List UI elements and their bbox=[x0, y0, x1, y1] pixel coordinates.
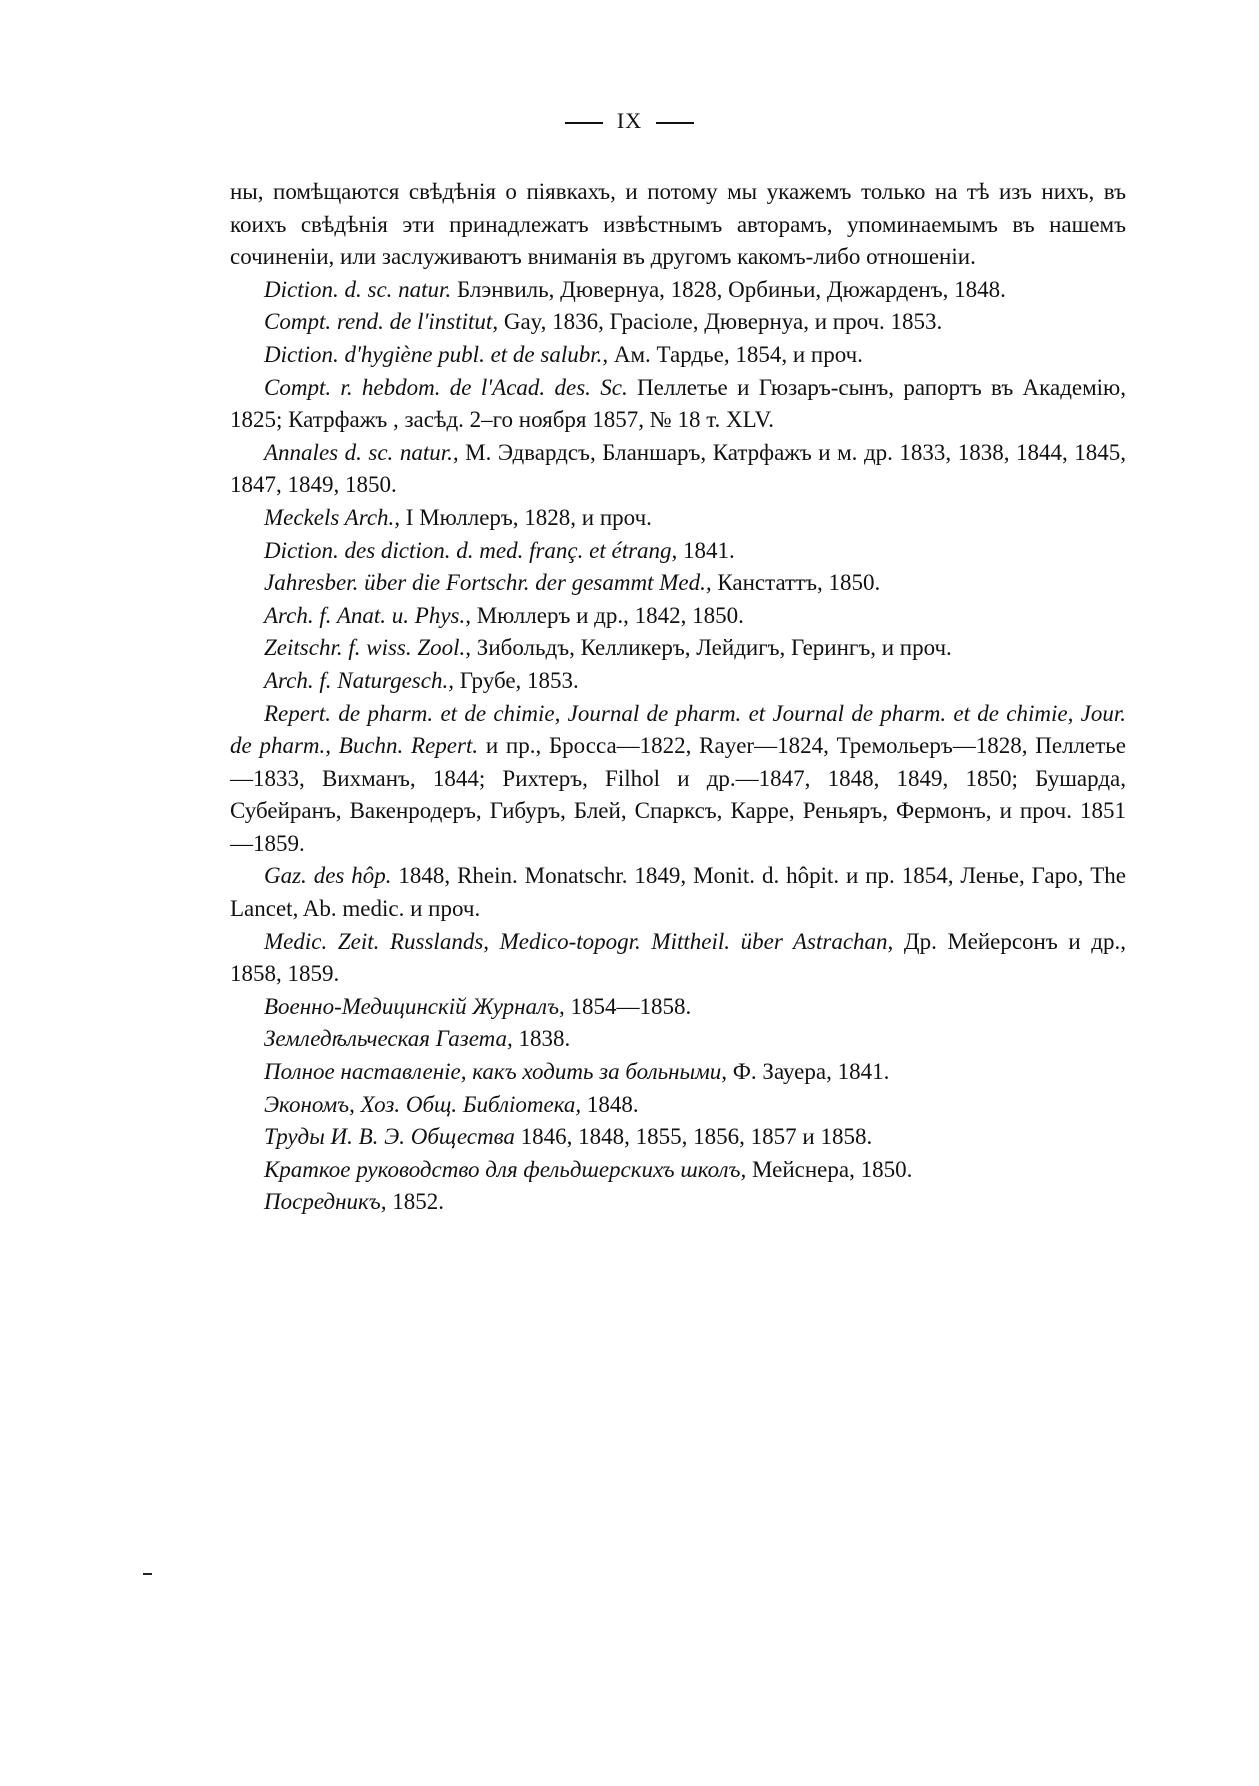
page-header bbox=[0, 108, 1259, 134]
bibliography-entry bbox=[230, 1121, 1126, 1154]
bibliography-entry bbox=[230, 306, 1126, 339]
bibliography-entry bbox=[230, 437, 1126, 502]
entry-text: Пеллетье и Гюзаръ-сынъ, рапортъ въ Академію, 1825; Катрфажъ , засѣд. 2–го ноября 1857, № 18 т. XLV. bbox=[230, 374, 1126, 433]
entry-title: Arch. f. Anat. u. Phys., bbox=[264, 602, 471, 628]
entry-title: Compt. r. hebdom. de l'Acad. des. Sc. bbox=[264, 374, 628, 400]
entry-text: Gay, 1836, Грасіоле, Дювернуа, и проч. 1853. bbox=[498, 309, 943, 335]
entry-text: I Мюллеръ, 1828, и проч. bbox=[400, 504, 652, 530]
bibliography-entry bbox=[230, 567, 1126, 600]
entry-text: М. Эдвардсъ, Бланшаръ, Катрфажъ и м. др. 1833, 1838, 1844, 1845, 1847, 1849, 1850. bbox=[230, 439, 1126, 498]
bibliography-entry bbox=[230, 502, 1126, 535]
entry-title: Экономъ, Хоз. Общ. Библіотека, bbox=[264, 1091, 582, 1117]
bibliography-entry bbox=[230, 600, 1126, 633]
bibliography-entry bbox=[230, 339, 1126, 372]
header-dash-left bbox=[565, 122, 603, 124]
entry-text: Др. Мейерсонъ и др., 1858, 1859. bbox=[230, 928, 1126, 987]
entry-title: Medic. Zeit. Russlands, Medico-topogr. Mittheil. über Astrachan, bbox=[264, 928, 894, 954]
entry-title: Jahresber. über die Fortschr. der gesammt Med., bbox=[264, 570, 712, 596]
bibliography-entry bbox=[230, 1089, 1126, 1122]
entry-title: Repert. de pharm. et de chimie, Journal de pharm. et Journal de pharm. et de chimie, Jour. de pharm., Buchn. Repert. bbox=[230, 700, 1126, 759]
entry-text: Ф. Зауера, 1841. bbox=[727, 1059, 890, 1085]
header-dash-right bbox=[656, 122, 694, 124]
entry-title: Gaz. des hôp. bbox=[264, 863, 392, 889]
entry-text: 1854—1858. bbox=[564, 993, 692, 1019]
bibliography-entry bbox=[230, 632, 1126, 665]
entry-text: 1848. bbox=[581, 1091, 639, 1117]
bibliography-entry bbox=[230, 1056, 1126, 1089]
entry-title: Военно-Медицинскій Журналъ, bbox=[264, 993, 565, 1019]
entry-title: Zeitschr. f. wiss. Zool., bbox=[264, 635, 472, 661]
entry-title: Diction. des diction. d. med. franç. et étrang, bbox=[264, 537, 678, 563]
entry-text: и пр., Бросса—1822, Rayer—1824, Тремольеръ—1828, Пеллетье—1833, Вихманъ, 1844; Рихтеръ, Filhol и др.—1847, 1848, 1849, 1850; Бушарда, Субейранъ, Вакенродеръ, Гибуръ, Блей, Спарксъ, Карре, Реньяръ, Фермонъ, и проч. 1851—1859. bbox=[230, 733, 1126, 856]
entry-text: Мюллеръ и др., 1842, 1850. bbox=[470, 602, 744, 628]
entry-text: Ам. Тардье, 1854, и проч. bbox=[608, 341, 863, 367]
entry-text: Канстаттъ, 1850. bbox=[711, 570, 881, 596]
intro-paragraph: ны, помѣщаются свѣдѣнія о піявкахъ, и потому мы укажемъ только на тѣ изъ нихъ, въ коихъ свѣдѣнія эти принадлежатъ извѣстнымъ авторамъ, упоминаемымъ въ нашемъ сочиненіи, или заслуживаютъ вниманія въ другомъ какомъ-либо отношеніи. bbox=[230, 179, 1126, 270]
bibliography-entry bbox=[230, 274, 1126, 307]
bibliography-entry bbox=[230, 665, 1126, 698]
bibliography-entry bbox=[230, 926, 1126, 991]
entry-text: 1852. bbox=[386, 1189, 444, 1215]
entry-title: Труды И. В. Э. Общества bbox=[264, 1124, 515, 1150]
bibliography-entry bbox=[230, 991, 1126, 1024]
page-number: IX bbox=[616, 108, 643, 133]
entry-title: Compt. rend. de l'institut, bbox=[264, 309, 499, 335]
entry-text: 1848, Rhein. Monatschr. 1849, Monit. d. hôpit. и пр. 1854, Ленье, Гаро, The Lancet, Ab. medic. и проч. bbox=[230, 863, 1126, 922]
bibliography-entry bbox=[230, 1154, 1126, 1187]
entry-title: Diction. d'hygiène publ. et de salubr., bbox=[264, 341, 609, 367]
entry-text: 1841. bbox=[677, 537, 735, 563]
entry-title: Diction. d. sc. natur. bbox=[264, 276, 452, 302]
entry-title: Посредникъ, bbox=[264, 1189, 387, 1215]
entry-title: Краткое руководство для фельдшерскихъ школъ, bbox=[264, 1156, 747, 1182]
bibliography-entry bbox=[230, 372, 1126, 437]
entry-text: Грубе, 1853. bbox=[453, 667, 579, 693]
bibliography-entry bbox=[230, 698, 1126, 861]
entry-text: Зибольдъ, Келликеръ, Лейдигъ, Герингъ, и проч. bbox=[471, 635, 952, 661]
entry-text: Блэнвиль, Дювернуа, 1828, Орбиньи, Дюжарденъ, 1848. bbox=[451, 276, 1006, 302]
entry-text: 1846, 1848, 1855, 1856, 1857 и 1858. bbox=[514, 1124, 873, 1150]
entry-title: Meckels Arch., bbox=[264, 504, 401, 530]
bibliography-entry bbox=[230, 860, 1126, 925]
bibliography-entry bbox=[230, 1186, 1126, 1219]
entry-text: Мейснера, 1850. bbox=[746, 1156, 913, 1182]
entry-title: Полное наставленіе, какъ ходить за больными, bbox=[264, 1059, 727, 1085]
page-body bbox=[230, 176, 1126, 1219]
bibliography-entry bbox=[230, 535, 1126, 568]
entry-title: Annales d. sc. natur., bbox=[264, 439, 459, 465]
stray-print-mark bbox=[143, 1573, 152, 1575]
entry-text: 1838. bbox=[512, 1026, 571, 1052]
bibliography-entry bbox=[230, 1023, 1126, 1056]
entry-title: Земледѣльческая Газета, bbox=[264, 1026, 513, 1052]
entry-title: Arch. f. Naturgesch., bbox=[264, 667, 454, 693]
